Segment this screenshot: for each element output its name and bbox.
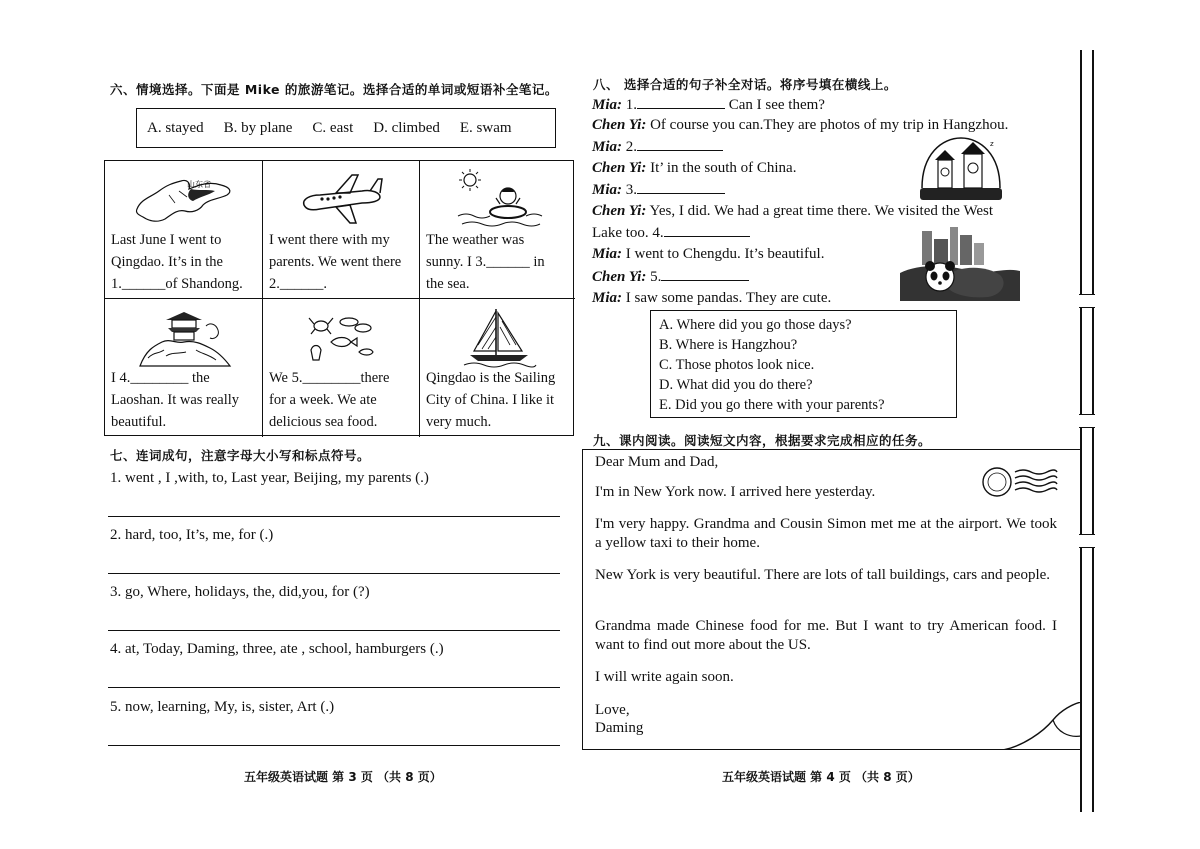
sentence-item-5: 5. now, learning, My, is, sister, Art (.) (110, 699, 335, 715)
answer-line-5[interactable] (108, 745, 560, 746)
answer-line-2[interactable] (108, 573, 560, 574)
hangzhou-pagoda-icon (918, 134, 1004, 202)
chengdu-panda-icon (900, 225, 1020, 301)
section9-title: 九、课内阅读。阅读短文内容，根据要求完成相应的任务。 (593, 433, 932, 448)
sentence-item-2: 2. hard, too, It’s, me, for (.) (110, 527, 274, 543)
dialogue-line-5: Mia: 3. (592, 179, 1062, 201)
blank-5[interactable] (661, 266, 749, 281)
seafood-icon (263, 303, 419, 371)
dialogue-line-1: Mia: 1. Can I see them? (592, 94, 1062, 116)
dialogue-line-7: Lake too. 4. (592, 222, 1062, 244)
option-a: A. stayed (147, 119, 204, 136)
note-cell-5: We 5.________there for a week. We ate delicious sea food. (263, 299, 420, 437)
map-icon (105, 165, 262, 233)
dialogue-line-3: Mia: 2. (592, 136, 1062, 158)
option-d: D. climbed (373, 119, 440, 136)
sentence-item-1: 1. went , I ,with, to, Last year, Beijing, my parents (.) (110, 470, 429, 486)
dialogue-option-b: B. Where is Hangzhou? (659, 337, 798, 353)
dialogue-option-a: A. Where did you go those days? (659, 317, 852, 333)
page-curl-icon (1003, 702, 1081, 750)
page-footer-right: 五年级英语试题 第 4 页 （共 8 页） (722, 770, 920, 784)
answer-line-1[interactable] (108, 516, 560, 517)
airplane-icon (263, 165, 419, 233)
letter-signature: Daming (595, 720, 644, 736)
option-e: E. swam (459, 119, 512, 136)
letter-paragraph-5: I will write again soon. (595, 669, 734, 685)
dialogue-line-4: Chen Yi: It’ in the south of China. (592, 160, 797, 176)
swimmer-icon (420, 165, 575, 233)
sentence-item-4: 4. at, Today, Daming, three, ate , school, hamburgers (.) (110, 641, 444, 657)
letter-greeting: Dear Mum and Dad, (595, 454, 719, 470)
blank-3[interactable] (637, 179, 725, 194)
dialogue-line-8: Mia: I went to Chengdu. It’s beautiful. (592, 246, 825, 262)
svg-text:z: z (990, 140, 994, 148)
blank-2[interactable] (637, 136, 723, 151)
page-footer-left: 五年级英语试题 第 3 页 （共 8 页） (244, 770, 442, 784)
answer-line-4[interactable] (108, 687, 560, 688)
dialogue-option-d: D. What did you do there? (659, 377, 813, 393)
note-cell-1: 山东省 Last June I went to Qingdao. It’s in the 1.______of Shandong. (105, 161, 263, 299)
dialogue-line-6: Chen Yi: Yes, I did. We had a great time there. We visited the West (592, 203, 994, 219)
dialogue-option-c: C. Those photos look nice. (659, 357, 815, 373)
section6-title: 六、情境选择。下面是 Mike 的旅游笔记。选择合适的单词或短语补全笔记。 (110, 82, 558, 97)
note-cell-3: The weather was sunny. I 3.______ in the sea. (420, 161, 575, 299)
map-label: 山东省 (187, 180, 211, 189)
travel-notes-grid (104, 160, 574, 436)
sailboat-icon (420, 303, 575, 371)
letter-paragraph-4: Grandma made Chinese food for me. But I want to try American food. I want to find out more about the US. (595, 618, 1057, 653)
option-b: B. by plane (223, 119, 293, 136)
section7-title: 七、连词成句，注意字母大小写和标点符号。 (110, 448, 371, 463)
dialogue-line-9: Chen Yi: 5. (592, 266, 1062, 288)
letter-paragraph-3: New York is very beautiful. There are lots of tall buildings, cars and people. (595, 567, 1051, 583)
letter-closing: Love, (595, 702, 630, 718)
postmark-icon (979, 462, 1059, 502)
dialogue-options-box (650, 310, 957, 418)
mountain-pagoda-icon (105, 303, 262, 371)
option-c: C. east (312, 119, 354, 136)
blank-1[interactable] (637, 94, 725, 109)
reading-letter (582, 449, 1081, 750)
blank-4[interactable] (664, 222, 750, 237)
sentence-item-3: 3. go, Where, holidays, the, did,you, for (?) (110, 584, 370, 600)
word-bank (136, 108, 556, 148)
dialogue-line-2: Chen Yi: Of course you can.They are photos of my trip in Hangzhou. (592, 117, 1009, 133)
letter-paragraph-2: I'm very happy. Grandma and Cousin Simon met me at the airport. We took a yellow taxi to their home. (595, 516, 1057, 551)
section8-title: 八、 选择合适的句子补全对话。将序号填在横线上。 (593, 77, 897, 92)
dialogue-option-e: E. Did you go there with your parents? (659, 397, 885, 413)
binding-margin (1080, 50, 1094, 812)
dialogue-line-10: Mia: I saw some pandas. They are cute. (592, 290, 832, 306)
note-cell-6: Qingdao is the Sailing City of China. I like it very much. (420, 299, 575, 437)
answer-line-3[interactable] (108, 630, 560, 631)
note-cell-2: I went there with my parents. We went there 2.______. (263, 161, 420, 299)
letter-paragraph-1: I'm in New York now. I arrived here yesterday. (595, 484, 876, 500)
note-cell-4: I 4.________ the Laoshan. It was really beautiful. (105, 299, 263, 437)
